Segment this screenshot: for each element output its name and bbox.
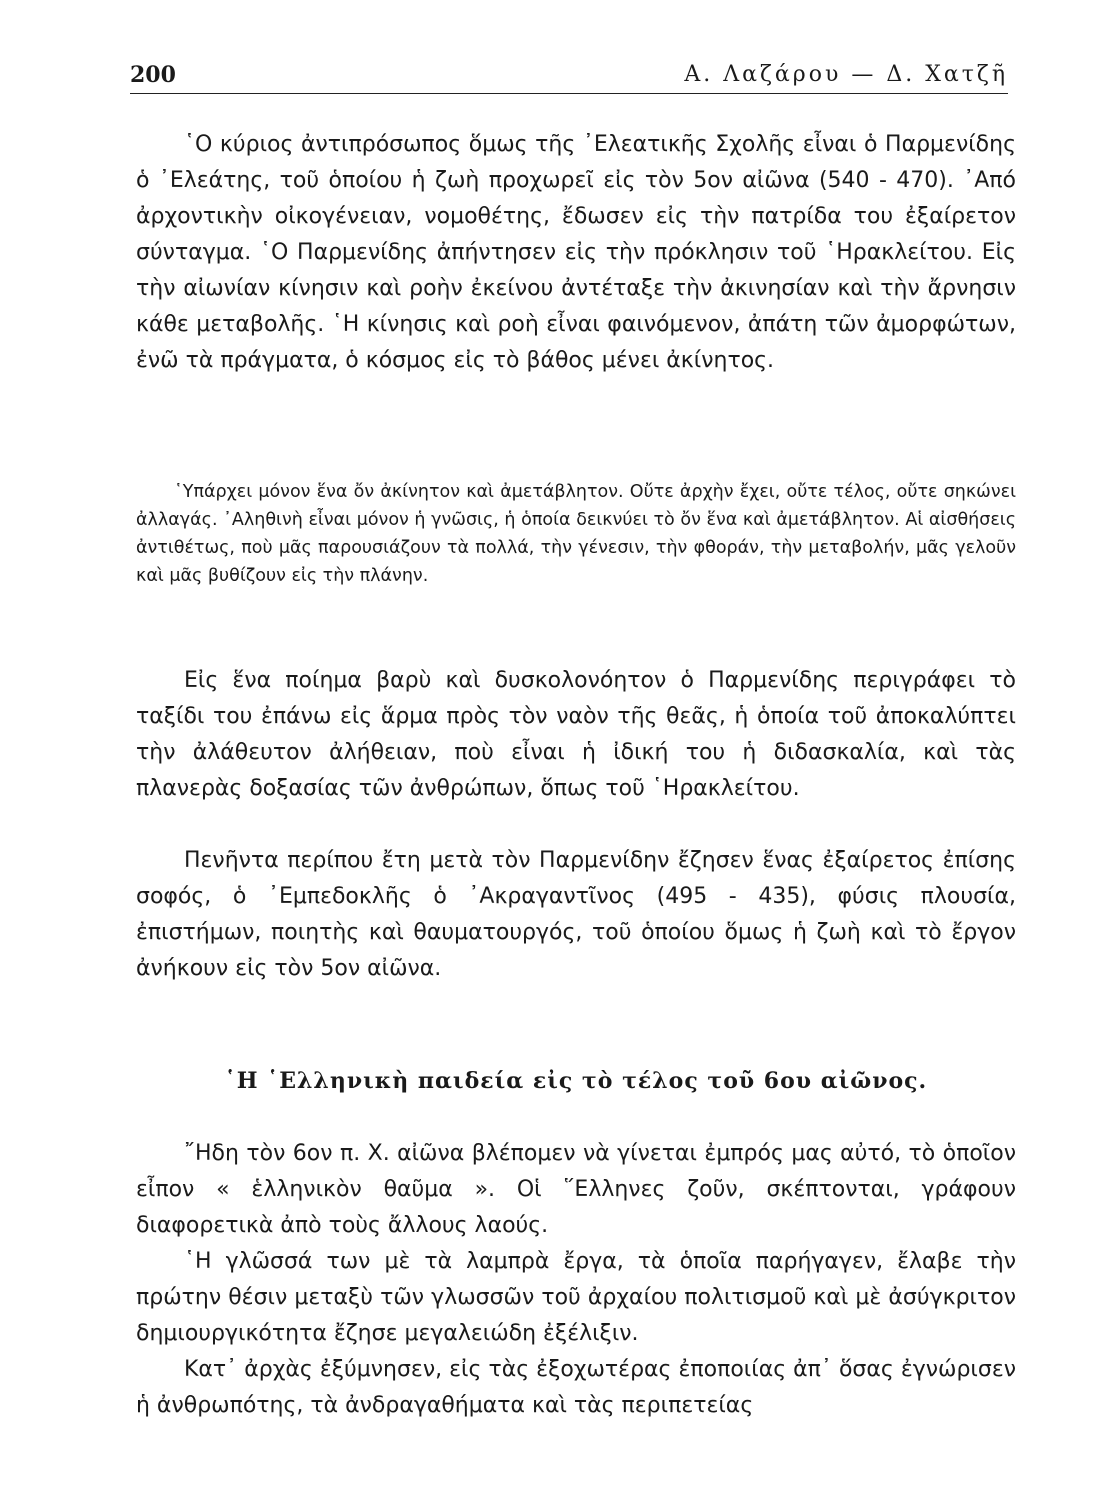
section-heading: ῾Η ῾Ελληνικὴ παιδεία εἰς τὸ τέλος τοῦ 6ου αἰῶνος. [224, 1068, 928, 1094]
page-number: 200 [130, 62, 176, 88]
running-title: Α. Λαζάρου — Δ. Χατζῆ [684, 62, 1008, 87]
paragraph-empedocles: Πενῆντα περίπου ἔτη μετὰ τὸν Παρμενίδην ἔζησεν ἕνας ἐξαίρετος ἐπίσης σοφός, ὁ ᾿Εμπεδοκλῆς ὁ ᾿Ακραγαντῖνος (495 - 435), φύσις πλουσία, ἐπιστήμων, ποιητὴς καὶ θαυματουργός, τοῦ ὁποίου ὅμως ἡ ζωὴ καὶ τὸ ἔργον ἀνήκουν εἰς τὸν 5ον αἰῶνα. [136, 848, 1016, 981]
page-header [130, 60, 1008, 96]
paragraph-epics: Κατ᾿ ἀρχὰς ἐξύμνησεν, εἰς τὰς ἐξοχωτέρας ἐποποιίας ἀπ᾿ ὅσας ἐγνώρισεν ἡ ἀνθρωπότης, τὰ ἀνδραγαθήματα καὶ τὰς περιπετείας [136, 1357, 1016, 1418]
paragraph-greek-miracle: ῎Ηδη τὸν 6ον π. Χ. αἰῶνα βλέπομεν νὰ γίνεται ἐμπρός μας αὐτό, τὸ ὁποῖον εἶπον « ἑλληνικὸν θαῦμα ». Οἱ ῞Ελληνες ζοῦν, σκέπτονται, γράφουν διαφορετικὰ ἀπὸ τοὺς ἄλλους λαούς. [136, 1141, 1016, 1238]
paragraph-parmenides-poem: Εἰς ἕνα ποίημα βαρὺ καὶ δυσκολονόητον ὁ Παρμενίδης περιγράφει τὸ ταξίδι του ἐπάνω εἰς ἅρμα πρὸς τὸν ναὸν τῆς θεᾶς, ἡ ὁποία τοῦ ἀποκαλύπτει τὴν ἀλάθευτον ἀλήθειαν, ποὺ εἶναι ἡ ἰδική του ἡ διδασκαλία, καὶ τὰς πλανερὰς δοξασίας τῶν ἀνθρώπων, ὅπως τοῦ ῾Ηρακλείτου. [136, 668, 1016, 801]
quote-paragraph: ῾Υπάρχει μόνον ἕνα ὄν ἀκίνητον καὶ ἀμετάβλητον. Οὔτε ἀρχὴν ἔχει, οὔτε τέλος, οὔτε σηκώνει ἀλλαγάς. ᾿Αληθινὴ εἶναι μόνον ἡ γνῶσις, ἡ ὁποία δεικνύει τὸ ὄν ἕνα καὶ ἀμετάβλητον. Αἱ αἰσθήσεις ἀντιθέτως, ποὺ μᾶς παρουσιάζουν τὰ πολλά, τὴν γένεσιν, τὴν φθοράν, τὴν μεταβολήν, μᾶς γελοῦν καὶ μᾶς βυθίζουν εἰς τὴν πλάνην. [136, 482, 1016, 586]
paragraph-greek-language: ῾Η γλῶσσά των μὲ τὰ λαμπρὰ ἔργα, τὰ ὁποῖα παρήγαγεν, ἔλαβε τὴν πρώτην θέσιν μεταξὺ τῶν γλωσσῶν τοῦ ἀρχαίου πολιτισμοῦ καὶ μὲ ἀσύγκριτον δημιουργικότητα ἔζησε μεγαλειώδη ἐξέλιξιν. [136, 1249, 1016, 1346]
paragraph-parmenides-intro: ῾Ο κύριος ἀντιπρόσωπος ὅμως τῆς ᾿Ελεατικῆς Σχολῆς εἶναι ὁ Παρμενίδης ὁ ᾿Ελεάτης, τοῦ ὁποίου ἡ ζωὴ προχωρεῖ εἰς τὸν 5ον αἰῶνα (540 - 470). ᾿Από ἀρχοντικὴν οἰκογένειαν, νομοθέτης, ἔδωσεν εἰς τὴν πατρίδα του ἐξαίρετον σύνταγμα. ῾Ο Παρμενίδης ἀπήντησεν εἰς τὴν πρόκλησιν τοῦ ῾Ηρακλείτου. Εἰς τὴν αἰωνίαν κίνησιν καὶ ροὴν ἐκείνου ἀντέταξε τὴν ἀκινησίαν καὶ τὴν ἄρνησιν κάθε μεταβολῆς. ῾Η κίνησις καὶ ροὴ εἶναι φαινόμενον, ἀπάτη τῶν ἀμορφώτων, ἐνῶ τὰ πράγματα, ὁ κόσμος εἰς τὸ βάθος μένει ἀκίνητος. [136, 132, 1016, 373]
header-rule [130, 93, 1008, 94]
